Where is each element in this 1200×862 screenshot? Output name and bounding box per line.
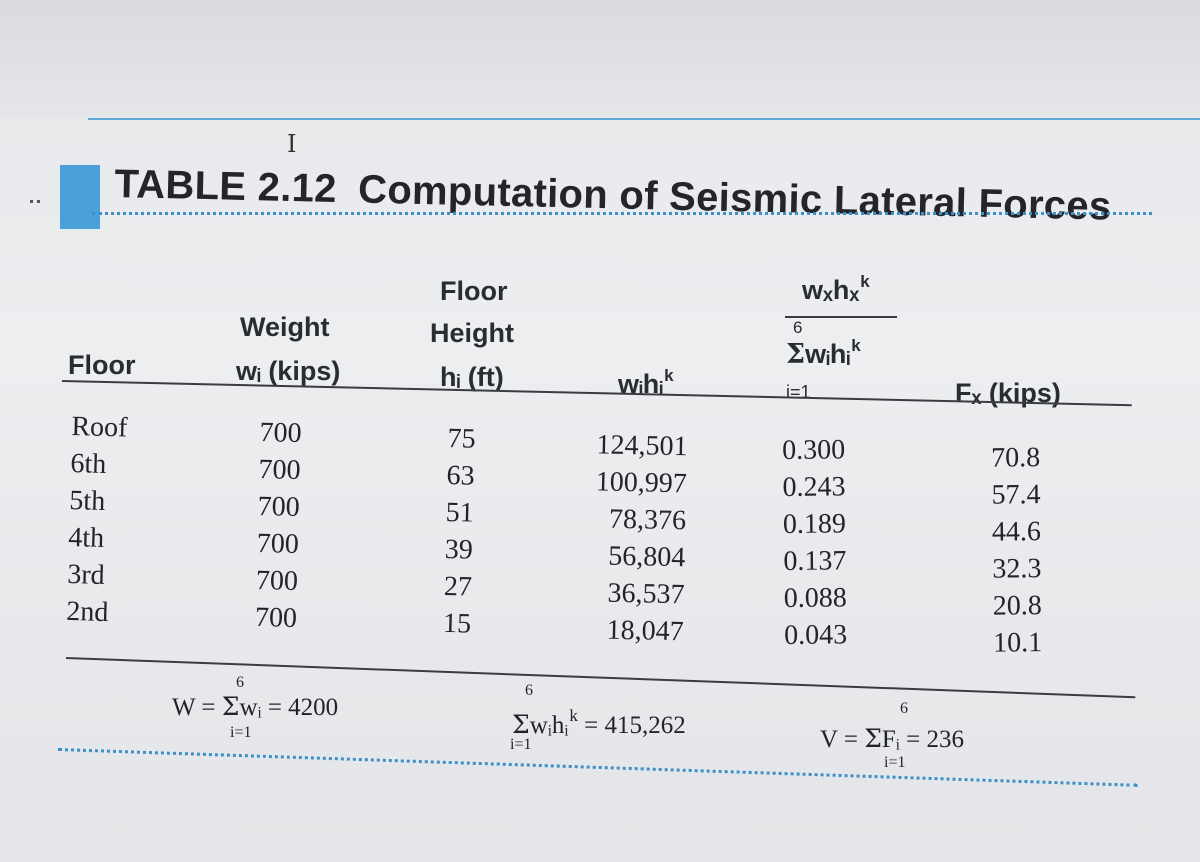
table-caption: Computation of Seismic Lateral Forces <box>357 167 1112 229</box>
cell-height: 75 <box>447 422 476 455</box>
cell-fx: 57.4 <box>991 479 1041 511</box>
total-whk-upper-limit: 6 <box>525 682 533 699</box>
header-weight-units: wᵢ (kips) <box>236 356 341 386</box>
cell-floor: Roof <box>71 410 128 444</box>
cell-weight: 700 <box>254 601 298 634</box>
header-height-title-2: Height <box>430 318 514 348</box>
cell-fx: 44.6 <box>991 516 1042 548</box>
cell-height: 27 <box>443 570 473 603</box>
cell-floor: 3rd <box>66 558 106 591</box>
total-fx-upper-limit: 6 <box>900 700 908 717</box>
margin-dots <box>30 200 40 203</box>
total-fx-lower-limit: i=1 <box>884 754 906 771</box>
cell-whk: 36,537 <box>607 577 685 611</box>
total-whk: Σwᵢhᵢ$^k$ = 415,262 <box>512 706 686 739</box>
cell-weight: 700 <box>255 564 299 597</box>
cell-whk: 78,376 <box>608 503 687 537</box>
cell-height: 51 <box>445 496 475 529</box>
cell-floor: 6th <box>70 447 107 480</box>
cell-ratio: 0.243 <box>782 471 846 503</box>
text-cursor-icon: I <box>287 130 297 158</box>
cell-weight: 700 <box>256 527 300 560</box>
header-fx: Fₓ (kips) <box>955 378 1061 408</box>
cell-floor: 2nd <box>65 595 109 629</box>
column-ratio <box>782 431 847 654</box>
header-ratio-numerator: wₓhₓ$^k$ <box>802 272 870 305</box>
total-fx: V = ΣFᵢ = 236 <box>820 724 964 753</box>
cell-floor: 4th <box>67 521 105 554</box>
header-ratio-denominator: Σwᵢhᵢ$^k$ <box>786 336 861 370</box>
cell-weight: 700 <box>258 453 302 487</box>
header-ratio-upper-limit: 6 <box>793 318 803 337</box>
header-ratio-lower-limit: i=1 <box>786 382 811 402</box>
total-weight: W = Σwᵢ = 4200 <box>172 692 339 721</box>
column-floor <box>66 408 128 631</box>
cell-whk: 18,047 <box>606 614 685 648</box>
cell-fx: 70.8 <box>991 442 1041 474</box>
header-weight-title: Weight <box>240 312 330 342</box>
cell-ratio: 0.189 <box>782 508 847 540</box>
column-height <box>443 420 476 643</box>
top-rule <box>88 118 1200 120</box>
cell-fx: 10.1 <box>992 627 1043 659</box>
cell-weight: 700 <box>259 416 302 450</box>
cell-height: 39 <box>444 533 474 566</box>
cell-whk: 56,804 <box>607 540 686 574</box>
title-dotted-rule <box>92 212 1152 215</box>
cell-ratio: 0.300 <box>782 434 846 466</box>
cell-ratio: 0.043 <box>783 619 848 651</box>
cell-fx: 20.8 <box>992 590 1042 622</box>
header-whk: wᵢhᵢ$^k$ <box>618 366 674 399</box>
column-whk <box>573 426 688 650</box>
cell-whk: 100,997 <box>595 466 688 500</box>
total-weight-upper-limit: 6 <box>236 674 244 691</box>
table-title <box>114 162 1112 230</box>
header-floor: Floor <box>68 350 136 380</box>
total-weight-lower-limit: i=1 <box>230 724 252 741</box>
cell-height: 15 <box>442 607 472 640</box>
column-fx <box>960 439 1042 662</box>
header-height-units: hᵢ (ft) <box>440 362 504 392</box>
cell-height: 63 <box>446 459 476 492</box>
table-marker-icon <box>60 165 100 229</box>
background-top <box>0 0 1200 118</box>
cell-ratio: 0.088 <box>783 582 847 614</box>
cell-whk: 124,501 <box>596 429 688 463</box>
total-whk-lower-limit: i=1 <box>510 736 532 753</box>
bottom-dotted-rule <box>58 748 1138 787</box>
column-weight <box>255 414 302 637</box>
table-number: TABLE 2.12 <box>114 162 338 212</box>
header-height-title-1: Floor <box>440 276 508 306</box>
cell-ratio: 0.137 <box>783 545 847 577</box>
cell-fx: 32.3 <box>992 553 1042 585</box>
cell-weight: 700 <box>257 490 301 523</box>
cell-floor: 5th <box>68 484 106 517</box>
